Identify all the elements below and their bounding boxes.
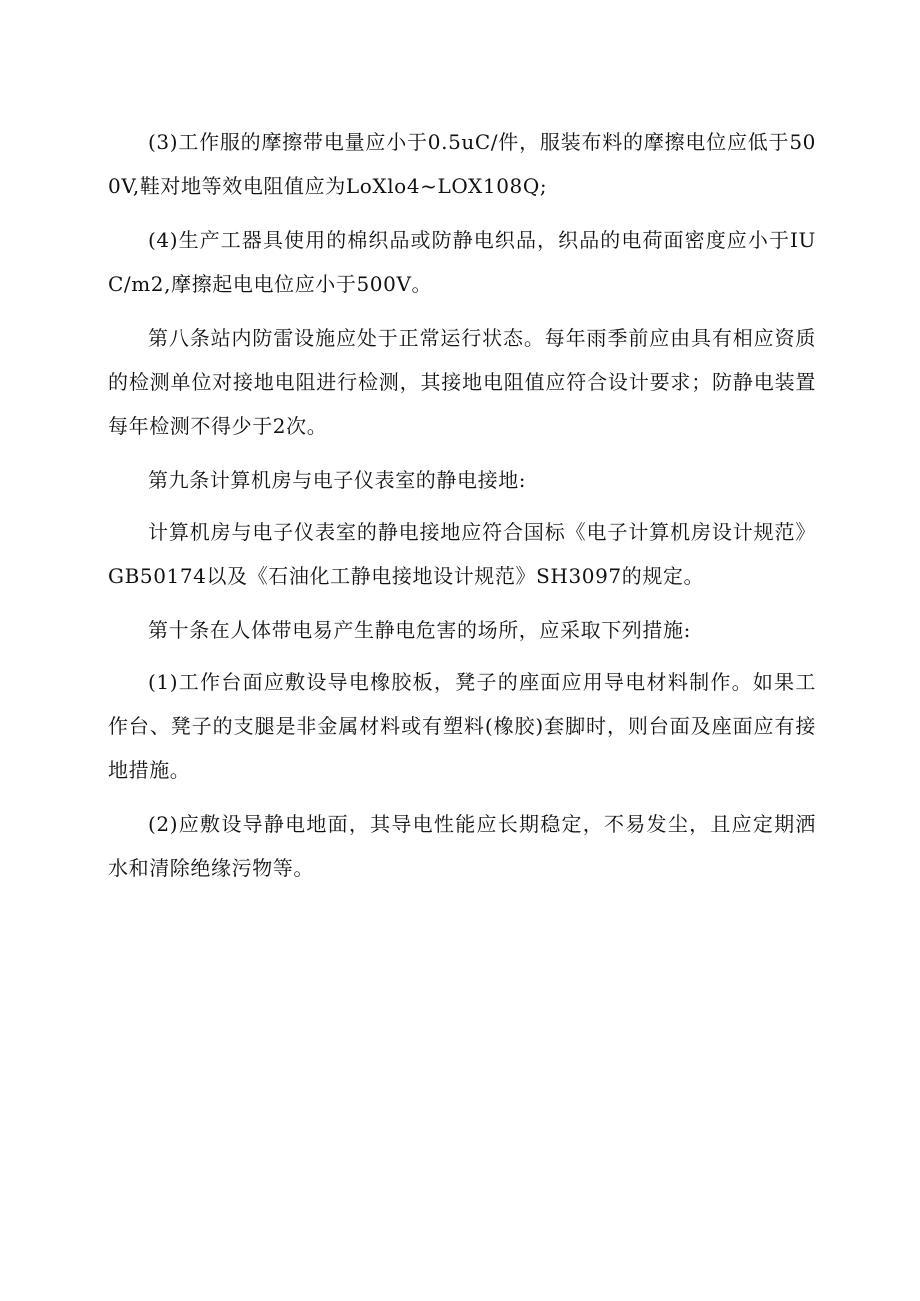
paragraph-tools-static: (4)生产工器具使用的棉织品或防静电织品，织品的电荷面密度应小于IUC/m2,摩擦起电电位应小于500V。: [108, 228, 816, 296]
paragraph-article-10-heading: 第十条在人体带电易产生静电危害的场所，应采取下列措施:: [148, 618, 691, 642]
paragraph-article-9-body: 计算机房与电子仪表室的静电接地应符合国标《电子计算机房设计规范》GB50174以及《石油化工静电接地设计规范》SH3097的规定。: [108, 520, 816, 588]
paragraph-measure-2: (2)应敷设导静电地面，其导电性能应长期稳定，不易发尘，且应定期洒水和清除绝缘污物等。: [108, 812, 816, 880]
paragraph-article-8: 第八条站内防雷设施应处于正常运行状态。每年雨季前应由具有相应资质的检测单位对接地电阻进行检测，其接地电阻值应符合设计要求；防静电装置每年检测不得少于2次。: [108, 326, 816, 438]
paragraph-article-9-heading: 第九条计算机房与电子仪表室的静电接地:: [148, 468, 527, 492]
paragraph-measure-1: (1)工作台面应敷设导电橡胶板，凳子的座面应用导电材料制作。如果工作台、凳子的支腿是非金属材料或有塑料(橡胶)套脚时，则台面及座面应有接地措施。: [108, 670, 816, 782]
document-body: [108, 120, 816, 900]
paragraph-workwear-static: (3)工作服的摩擦带电量应小于0.5uC/件，服装布料的摩擦电位应低于500V,鞋对地等效电阻值应为LoXlo4~LOX108Q;: [108, 130, 816, 198]
